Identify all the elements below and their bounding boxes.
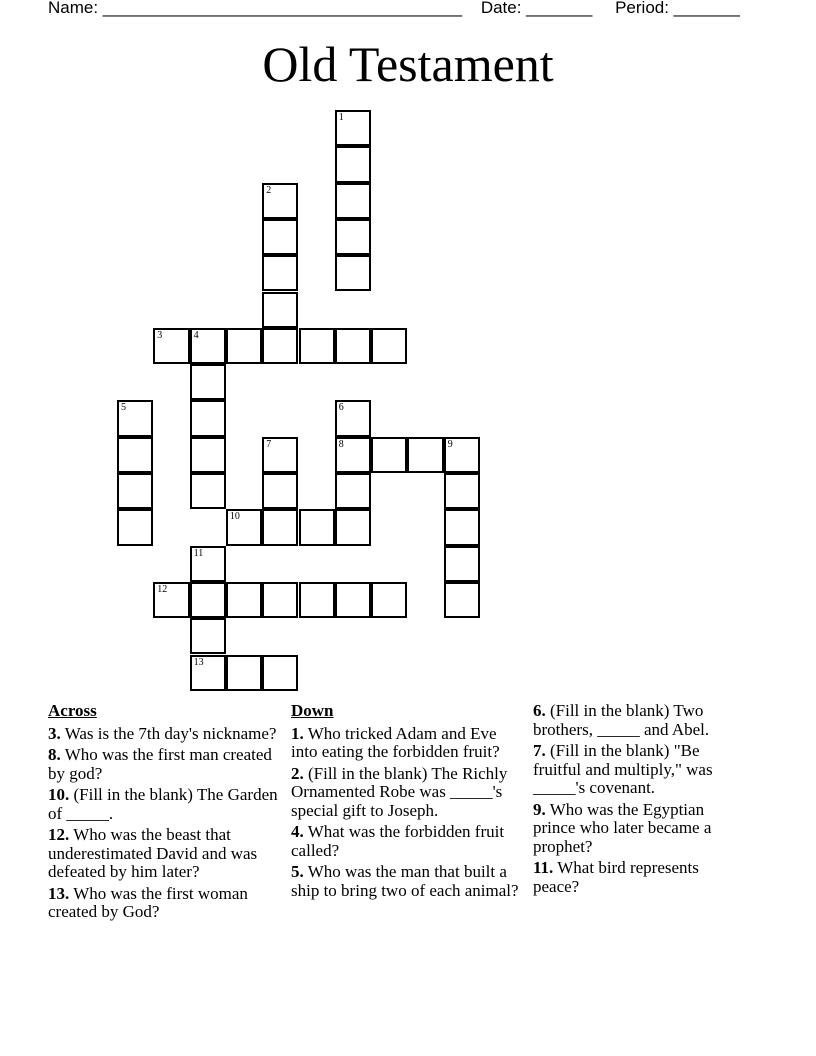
clue-text: (Fill in the blank) "Be fruitful and multiply," was _____'s covenant. [533, 741, 713, 797]
clue-item [533, 702, 733, 739]
crossword-cell[interactable] [262, 292, 298, 328]
crossword-cell[interactable] [262, 255, 298, 291]
crossword-cell[interactable] [335, 219, 371, 255]
clue-number: 12. [48, 825, 70, 844]
period-field[interactable]: Period: _______ [615, 0, 740, 17]
cell-number: 13 [193, 656, 204, 668]
clue-number: 10. [48, 785, 70, 804]
crossword-cell[interactable] [444, 582, 480, 618]
crossword-cell[interactable] [190, 618, 226, 654]
clue-item [48, 786, 280, 823]
crossword-cell[interactable] [371, 437, 407, 473]
crossword-cell[interactable] [190, 364, 226, 400]
down-column-continued [533, 702, 733, 899]
across-clue-list [48, 725, 280, 922]
crossword-cell[interactable] [262, 509, 298, 545]
clue-number: 6. [533, 701, 546, 720]
down-clue-list-continued [533, 702, 733, 896]
cell-number: 9 [447, 438, 453, 450]
clue-number: 3. [48, 723, 61, 743]
crossword-cell[interactable] [262, 655, 298, 691]
clue-item [533, 859, 733, 896]
clue-number: 2. [291, 763, 304, 783]
crossword-cell[interactable] [299, 509, 335, 545]
crossword-cell[interactable] [153, 328, 189, 364]
crossword-cell[interactable] [262, 437, 298, 473]
date-field[interactable]: Date: _______ [480, 0, 593, 17]
cell-number: 11 [193, 547, 204, 559]
name-field[interactable]: Name: ______________________________________ [48, 0, 463, 17]
clue-text: Who was the beast that underestimated David and was defeated by him later? [48, 825, 258, 881]
cell-number: 8 [338, 438, 344, 450]
crossword-cell[interactable] [262, 328, 298, 364]
crossword-cell[interactable] [190, 328, 226, 364]
cell-number: 5 [121, 402, 126, 414]
crossword-cell[interactable] [444, 437, 480, 473]
crossword-cell[interactable] [190, 437, 226, 473]
crossword-cell[interactable] [117, 437, 153, 473]
crossword-cell[interactable] [153, 582, 189, 618]
crossword-cell[interactable] [335, 255, 371, 291]
crossword-cell[interactable] [335, 183, 371, 219]
clue-item [291, 823, 523, 860]
down-clue-list [291, 725, 523, 901]
clue-item [48, 885, 280, 922]
crossword-cell[interactable] [444, 509, 480, 545]
clue-number: 5. [291, 862, 304, 881]
crossword-cell[interactable] [335, 509, 371, 545]
cell-number: 3 [157, 329, 163, 341]
clue-text: (Fill in the blank) The Richly Ornamented Robe was _____'s special gift to Joseph. [291, 763, 508, 820]
clue-text: Who was the first man created by god? [48, 745, 272, 783]
clue-number: 13. [48, 883, 70, 903]
crossword-cell[interactable] [190, 546, 226, 582]
clue-number: 11. [533, 858, 554, 877]
cell-number: 2 [266, 184, 272, 196]
clue-item [291, 765, 523, 821]
clue-text: Who was the Egyptian prince who later became a prophet? [533, 799, 712, 856]
down-heading: Down [291, 701, 334, 720]
clue-item [48, 725, 280, 744]
across-heading: Across [48, 701, 97, 720]
crossword-cell[interactable] [190, 473, 226, 509]
across-column [48, 702, 280, 925]
clue-item [533, 801, 733, 857]
crossword-cell[interactable] [335, 473, 371, 509]
clue-item [291, 725, 523, 762]
crossword-cell[interactable] [444, 473, 480, 509]
crossword-cell[interactable] [117, 509, 153, 545]
crossword-cell[interactable] [335, 437, 371, 473]
clue-item [291, 863, 523, 900]
clue-item [48, 826, 280, 882]
crossword-cell[interactable] [226, 582, 262, 618]
clue-number: 7. [533, 741, 546, 760]
crossword-cell[interactable] [190, 655, 226, 691]
clue-text: (Fill in the blank) The Garden of _____. [48, 785, 278, 823]
cell-number: 12 [157, 583, 168, 595]
crossword-cell[interactable] [262, 473, 298, 509]
clue-text: (Fill in the blank) Two brothers, _____ and Abel. [533, 701, 710, 739]
crossword-cell[interactable] [335, 328, 371, 364]
crossword-cell[interactable] [371, 582, 407, 618]
crossword-cell[interactable] [407, 437, 443, 473]
down-column [291, 702, 523, 903]
crossword-cell[interactable] [335, 582, 371, 618]
crossword-cell[interactable] [262, 219, 298, 255]
crossword-cell[interactable] [226, 509, 262, 545]
crossword-cell[interactable] [444, 546, 480, 582]
crossword-cell[interactable] [335, 110, 371, 146]
cell-number: 10 [229, 511, 240, 523]
crossword-cell[interactable] [299, 582, 335, 618]
clue-number: 9. [533, 799, 546, 819]
clue-text: Who was the man that built a ship to bring two of each animal? [291, 862, 519, 900]
crossword-cell[interactable] [190, 582, 226, 618]
cell-number: 6 [338, 402, 344, 414]
clue-text: What was the forbidden fruit called? [291, 822, 505, 860]
crossword-cell[interactable] [117, 473, 153, 509]
crossword-cell[interactable] [190, 400, 226, 436]
cell-number: 7 [266, 438, 272, 450]
clue-text: Who was the first woman created by God? [48, 883, 248, 921]
cell-number: 1 [338, 112, 344, 123]
crossword-cell[interactable] [299, 328, 335, 364]
clue-number: 8. [48, 745, 61, 764]
cell-number: 4 [193, 329, 199, 341]
clue-number: 1. [291, 723, 304, 743]
clue-item [533, 742, 733, 798]
page-title: Old Testament [262, 36, 554, 92]
crossword-cell[interactable] [226, 655, 262, 691]
crossword-cell[interactable] [262, 582, 298, 618]
clue-text: Who tricked Adam and Eve into eating the forbidden fruit? [291, 723, 500, 761]
crossword-cell[interactable] [371, 328, 407, 364]
clue-item [48, 746, 280, 783]
crossword-cell[interactable] [262, 183, 298, 219]
clue-text: What bird represents peace? [533, 858, 699, 896]
crossword-cell[interactable] [335, 400, 371, 436]
clue-number: 4. [291, 822, 304, 841]
crossword-cell[interactable] [335, 146, 371, 182]
clue-text: Was is the 7th day's nickname? [60, 723, 277, 743]
crossword-cell[interactable] [226, 328, 262, 364]
crossword-cell[interactable] [117, 400, 153, 436]
